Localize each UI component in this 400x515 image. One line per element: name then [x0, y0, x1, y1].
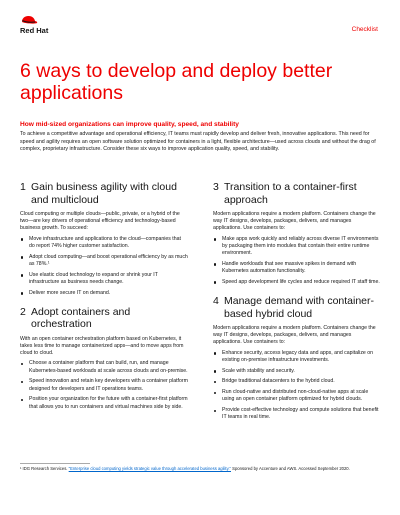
section-title: Adopt containers and orchestration — [31, 305, 131, 331]
section-title: Transition to a container-first approach — [224, 181, 357, 206]
list-item: Scale with stability and security. — [213, 368, 381, 375]
section-heading — [20, 181, 188, 206]
section-paragraph: Cloud computing or multiple clouds—public, private, or a hybrid of the two—are key drivers of operational efficiency and technology-based business growth. To succeed: — [20, 211, 180, 232]
list-item: Use elastic cloud technology to expand or shrink your IT infrastructure as business needs change. — [20, 272, 188, 286]
footnote — [20, 466, 382, 472]
list-item: Speed innovation and retain key developers with a container platform designed for developers and IT operations teams. — [20, 378, 188, 392]
section-3 — [213, 181, 381, 286]
section-title: Gain business agility with cloud and multicloud — [31, 181, 177, 206]
bullet-list — [20, 360, 188, 410]
list-item: Choose a container platform that can build, run, and manage Kubernetes-based workloads at scale across clouds and on-premise. — [20, 360, 188, 374]
section-number: 4 — [213, 295, 219, 308]
intro-paragraph: To achieve a competitive advantage and operational efficiency, IT teams must rapidly develop and deliver fresh, innovative applications. This need for speed and agility requires an open software solution optimized for containers in a light, flexible architecture—used across clouds and without the drag of complex, proprietary infrastructure. Consider these six ways to improve application quality, speed, and stability. — [20, 131, 376, 153]
list-item: Adopt cloud computing—and boost operational efficiency by as much as 78%.¹ — [20, 254, 188, 268]
list-item: Position your organization for the future with a container-first platform that allows you to run containers and virtual machines side by side. — [20, 396, 188, 410]
bullet-list — [213, 236, 381, 286]
section-paragraph: Modern applications require a modern platform. Containers change the way IT designs, develops, packages, delivers, and manages applications. Use containers to: — [213, 325, 376, 346]
left-column — [20, 181, 188, 420]
list-item: Bridge traditional datacenters to the hybrid cloud. — [213, 378, 381, 385]
page-subtitle: How mid-sized organizations can improve quality, speed, and stability — [20, 121, 239, 128]
section-heading — [20, 306, 188, 331]
section-number: 3 — [213, 181, 219, 193]
footnote-link[interactable]: "Enterprise cloud computing yields strategic value through accelerated business agility." — [68, 466, 231, 471]
list-item: Speed app development life cycles and reduce required IT staff time. — [213, 279, 381, 286]
footnote-suffix: Sponsored by Accenture and AWS. Accessed September 2020. — [232, 466, 350, 471]
list-item: Run cloud-native and distributed non-cloud-native apps at scale using an open container platform optimized for hybrid clouds. — [213, 389, 381, 403]
footnote-divider — [20, 463, 90, 464]
list-item: Enhance security, access legacy data and apps, and capitalize on existing on-premise infrastructure investments. — [213, 350, 381, 364]
section-1 — [20, 181, 188, 297]
doc-type-label: Checklist — [351, 26, 378, 33]
section-number: 1 — [20, 181, 26, 193]
section-4 — [213, 295, 381, 422]
brand-name: Red Hat — [20, 26, 49, 35]
section-paragraph: With an open container orchestration platform based on Kubernetes, it takes less time to manage containerized apps—and to move apps from cloud to cloud. — [20, 335, 184, 357]
section-paragraph: Modern applications require a modern platform. Containers change the way IT designs, develops, packages, delivers, and manages applications. Use containers to: — [213, 211, 376, 232]
section-heading — [213, 295, 381, 320]
section-heading — [213, 181, 381, 206]
list-item: Provide cost-effective technology and compute solutions that benefit IT teams in real time. — [213, 407, 381, 421]
bullet-list — [213, 350, 381, 422]
section-title: Manage demand with container-based hybrid cloud — [224, 295, 375, 320]
page-header — [20, 12, 378, 36]
page-title: 6 ways to develop and deploy better applications — [20, 60, 333, 104]
footnote-source: ¹ IDG Research Services. — [20, 466, 68, 471]
section-number: 2 — [20, 305, 26, 318]
section-2 — [20, 306, 188, 411]
bullet-list — [20, 236, 188, 297]
list-item: Handle workloads that see massive spikes in demand with Kubernetes automation functionality. — [213, 261, 381, 275]
list-item: Make apps work quickly and reliably across diverse IT environments by packaging them into modules that contain their entire runtime environment. — [213, 236, 381, 258]
list-item: Deliver more secure IT on demand. — [20, 290, 188, 297]
list-item: Move infrastructure and applications to the cloud—companies that do report 74% higher customer satisfaction. — [20, 236, 188, 250]
right-column — [213, 181, 381, 431]
